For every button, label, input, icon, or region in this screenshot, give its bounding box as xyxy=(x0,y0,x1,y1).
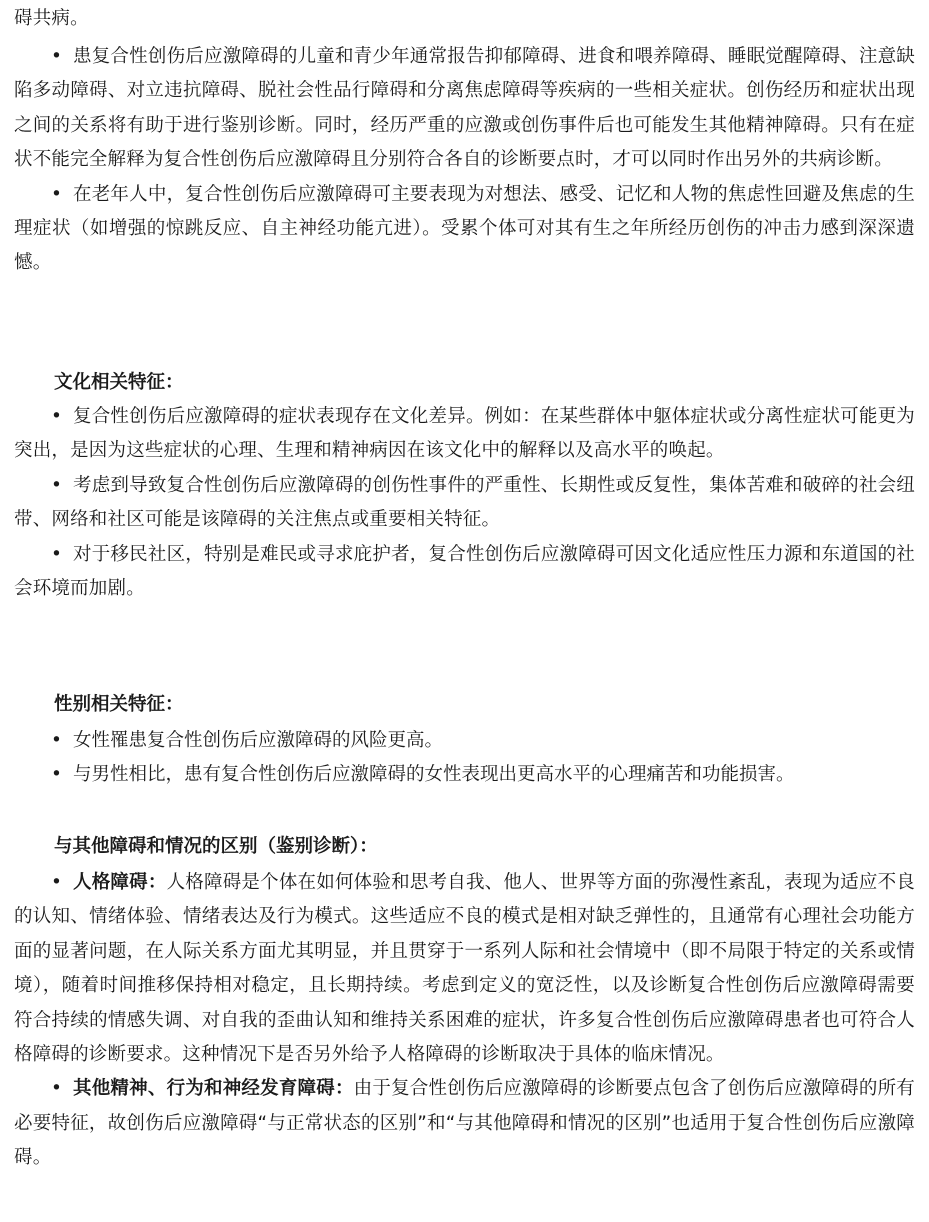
bullet-glyph: • xyxy=(51,46,63,67)
differential-bullet-2 xyxy=(14,1072,915,1175)
bullet-glyph: • xyxy=(51,474,63,496)
top-fragment: 碍共病。 xyxy=(14,8,89,29)
bullet-glyph: • xyxy=(51,543,63,565)
culture-bullet-text: 对于移民社区，特别是难民或寻求庇护者，复合性创伤后应激障碍可因文化适应性压力源和东道国的社会环境而加剧。 xyxy=(14,543,915,600)
gender-bullet-2 xyxy=(14,758,915,792)
gender-heading: 性别相关特征： xyxy=(54,694,184,715)
bullet-glyph: • xyxy=(51,872,63,893)
intro-bullet-text: 患复合性创伤后应激障碍的儿童和青少年通常报告抑郁障碍、进食和喂养障碍、睡眠觉醒障碍、注意缺陷多动障碍、对立违抗障碍、脱社会性品行障碍和分离焦虑障碍等疾病的一些相关症状。创伤经历和症状出现之间的关系将有助于进行鉴别诊断。同时，经历严重的应激或创伤事件后也可能发生其他精神障碍。只有在症状不能完全解释为复合性创伤后应激障碍且分别符合各自的诊断要点时，才可以同时作出另外的共病诊断。 xyxy=(14,46,915,171)
differential-bullet-lead: 其他精神、行为和神经发育障碍： xyxy=(73,1078,354,1100)
differential-bullet-1 xyxy=(14,866,915,1072)
culture-bullet-text: 考虑到导致复合性创伤后应激障碍的创伤性事件的严重性、长期性或反复性，集体苦难和破碎的社会纽带、网络和社区可能是该障碍的关注焦点或重要相关特征。 xyxy=(14,474,915,531)
gender-bullet-text: 与男性相比，患有复合性创伤后应激障碍的女性表现出更高水平的心理痛苦和功能损害。 xyxy=(73,764,795,785)
culture-heading: 文化相关特征： xyxy=(54,372,184,393)
culture-bullet-1 xyxy=(14,400,915,469)
bullet-glyph: • xyxy=(51,1078,63,1100)
bullet-glyph: • xyxy=(51,730,62,751)
differential-bullet-text: 由于复合性创伤后应激障碍的诊断要点包含了创伤后应激障碍的所有必要特征，故创伤后应激障碍“与正常状态的区别”和“与其他障碍和情况的区别”也适用于复合性创伤后应激障碍。 xyxy=(14,1078,915,1169)
culture-bullet-3 xyxy=(14,538,915,607)
intro-bullet-1 xyxy=(14,40,915,178)
bullet-glyph: • xyxy=(51,183,63,205)
differential-bullet-lead: 人格障碍： xyxy=(73,872,167,893)
gender-bullet-text: 女性罹患复合性创伤后应激障碍的风险更高。 xyxy=(73,730,444,751)
intro-section xyxy=(14,40,915,281)
differential-section xyxy=(14,866,915,1176)
intro-bullet-2 xyxy=(14,178,915,281)
gender-bullet-1 xyxy=(14,724,915,758)
bullet-glyph: • xyxy=(51,406,63,427)
culture-section xyxy=(14,400,915,606)
differential-heading: 与其他障碍和情况的区别（鉴别诊断）： xyxy=(54,836,378,857)
continued-text xyxy=(14,2,915,36)
differential-bullet-text: 人格障碍是个体在如何体验和思考自我、他人、世界等方面的弥漫性紊乱，表现为适应不良的认知、情绪体验、情绪表达及行为模式。这些适应不良的模式是相对缺乏弹性的，且通常有心理社会功能方面的显著问题，在人际关系方面尤其明显，并且贯穿于一系列人际和社会情境中（即不局限于特定的关系或情境），随着时间推移保持相对稳定，且长期持续。考虑到定义的宽泛性，以及诊断复合性创伤后应激障碍需要符合持续的情感失调、对自我的歪曲认知和维持关系困难的症状，许多复合性创伤后应激障碍患者也可符合人格障碍的诊断要求。这种情况下是否另外给予人格障碍的诊断取决于具体的临床情况。 xyxy=(14,872,915,1066)
bullet-glyph: • xyxy=(51,764,62,785)
culture-bullet-text: 复合性创伤后应激障碍的症状表现存在文化差异。例如：在某些群体中躯体症状或分离性症状可能更为突出，是因为这些症状的心理、生理和精神病因在该文化中的解释以及高水平的唤起。 xyxy=(14,406,915,462)
culture-bullet-2 xyxy=(14,469,915,538)
intro-bullet-text: 在老年人中，复合性创伤后应激障碍可主要表现为对想法、感受、记忆和人物的焦虑性回避及焦虑的生理症状（如增强的惊跳反应、自主神经功能亢进）。受累个体可对其有生之年所经历创伤的冲击力感到深深遗憾。 xyxy=(14,183,915,274)
